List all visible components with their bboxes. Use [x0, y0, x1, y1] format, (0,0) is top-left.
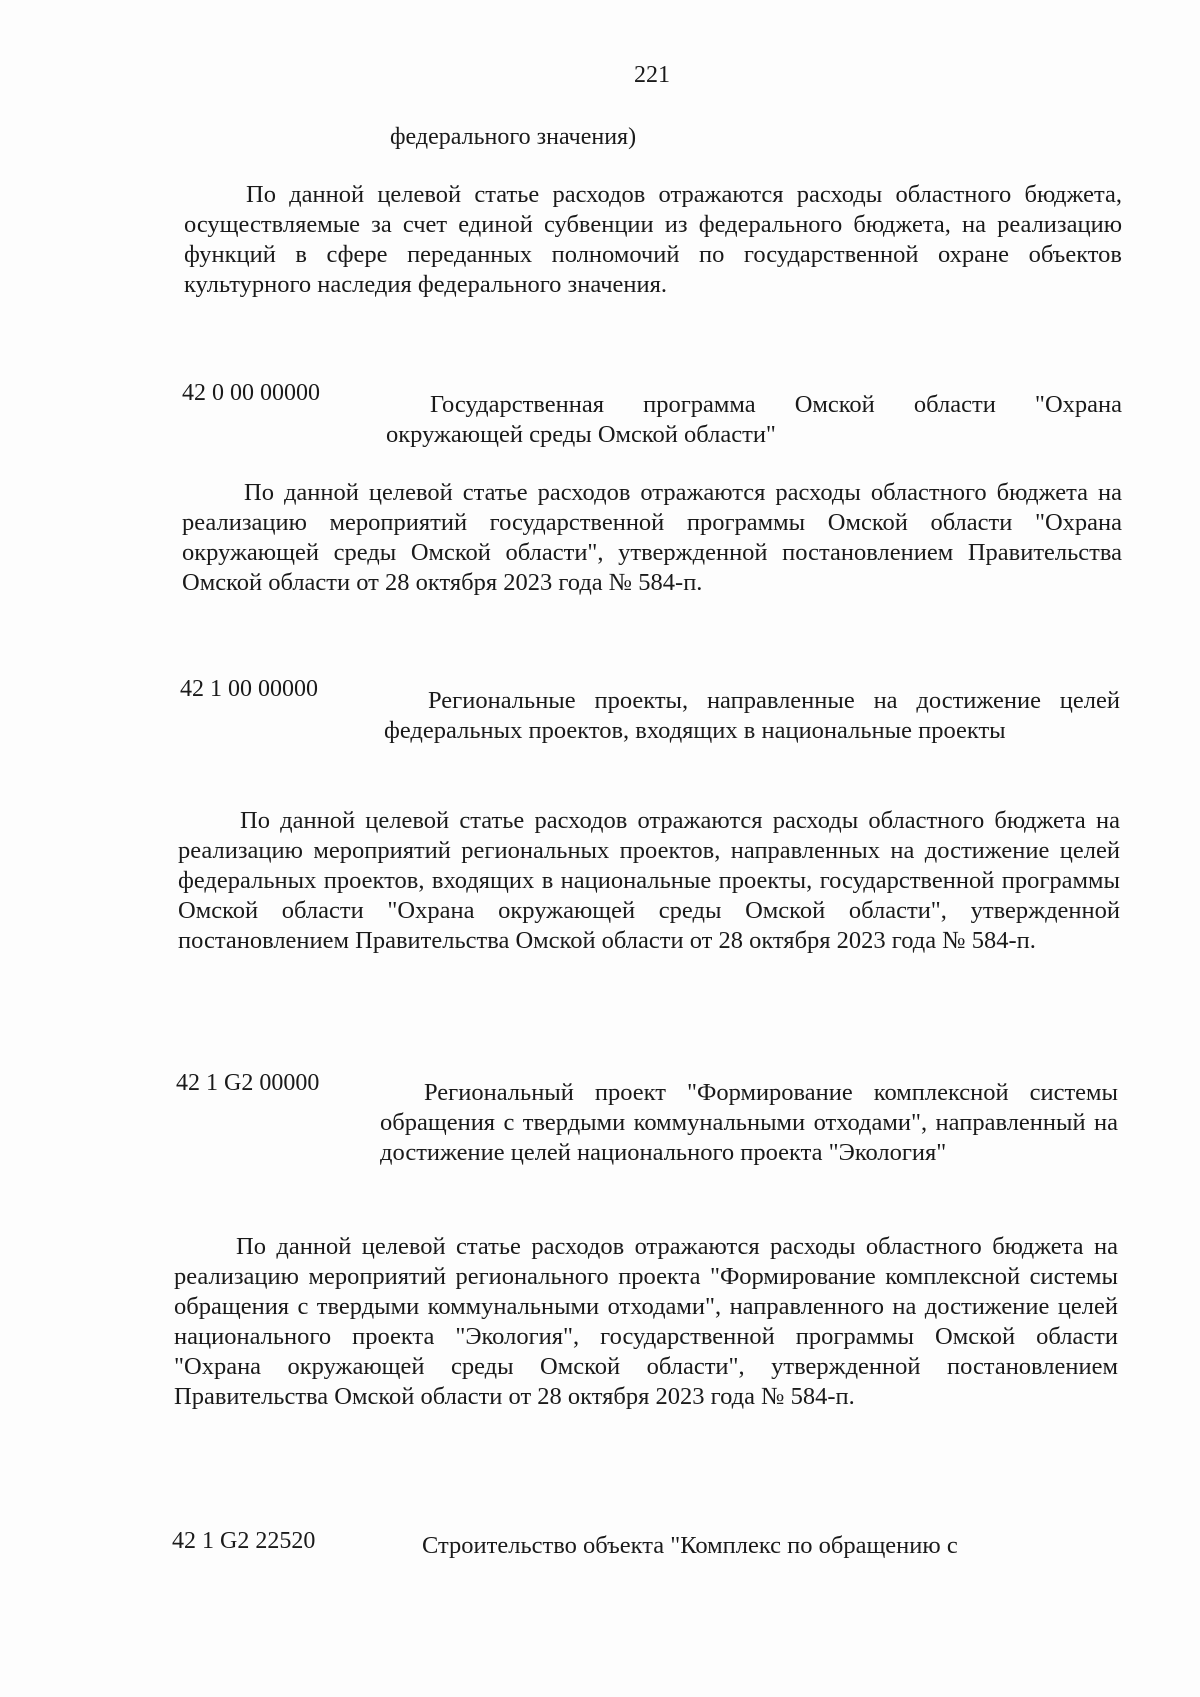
code-42-0-00-00000: 42 0 00 00000 — [182, 380, 320, 406]
paragraph-federal-heritage — [184, 180, 1122, 300]
paragraph-text: По данной целевой статье расходов отражаются расходы областного бюджета на реализацию мероприятий региональных проектов, направленных на достижение целей федеральных проектов, входящих в национальные проекты, государственной программы Омской области "Охрана окружающей среды Омской области", утвержденной постановлением Правительства Омской области от 28 октября 2023 года № 584-п. — [178, 807, 1120, 954]
heading-text: Региональный проект "Формирование комплексной системы обращения с твердыми коммунальными отходами", направленный на достижение целей национального проекта "Экология" — [380, 1079, 1118, 1166]
paragraph-text: По данной целевой статье расходов отражаются расходы областного бюджета на реализацию мероприятий регионального проекта "Формирование комплексной системы обращения с твердыми коммунальными отходами", направленного на достижение целей национального проекта "Экология", государственной программы Омской области "Охрана окружающей среды Омской области", утвержденной постановлением Правительства Омской области от 28 октября 2023 года № 584-п. — [174, 1233, 1118, 1410]
paragraph-text: По данной целевой статье расходов отражаются расходы областного бюджета на реализацию мероприятий государственной программы Омской области "Охрана окружающей среды Омской области", утвержденной постановлением Правительства Омской области от 28 октября 2023 года № 584-п. — [182, 479, 1122, 596]
paragraph-state-program — [182, 478, 1122, 598]
heading-text: Государственная программа Омской области "Охрана окружающей среды Омской области" — [386, 391, 1122, 448]
code-42-1-g2-22520: 42 1 G2 22520 — [172, 1528, 316, 1554]
paragraph-text: По данной целевой статье расходов отражаются расходы областного бюджета, осуществляемые за счет единой субвенции из федерального бюджета, на реализацию функций в сфере переданных полномочий по государственной охране объектов культурного наследия федерального значения. — [184, 181, 1122, 298]
previous-title-tail: федерального значения) — [390, 124, 637, 150]
code-42-1-g2-00000: 42 1 G2 00000 — [176, 1070, 320, 1096]
paragraph-regional-projects — [178, 806, 1120, 956]
heading-text: Региональные проекты, направленные на достижение целей федеральных проектов, входящих в национальные проекты — [384, 687, 1120, 744]
paragraph-waste-project — [174, 1232, 1118, 1412]
heading-construction-object: Строительство объекта "Комплекс по обращению с — [422, 1532, 958, 1559]
heading-state-program — [386, 390, 1122, 450]
heading-waste-project — [380, 1078, 1118, 1168]
code-42-1-00-00000: 42 1 00 00000 — [180, 676, 318, 702]
page-number: 221 — [634, 62, 670, 88]
heading-regional-projects — [384, 686, 1120, 746]
